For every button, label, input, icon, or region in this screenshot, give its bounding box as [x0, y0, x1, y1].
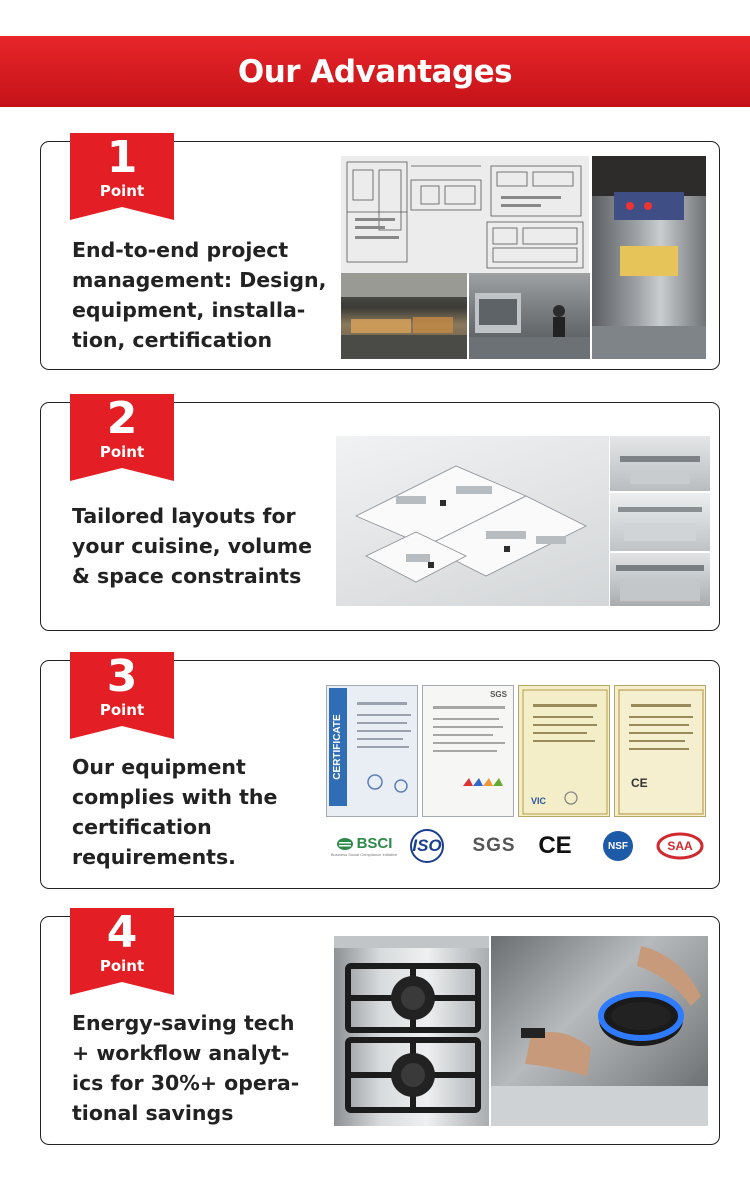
point-badge [70, 394, 174, 481]
bsci-emblem-icon [336, 837, 354, 851]
page-title: Our Advantages [237, 53, 513, 90]
saa-logo [655, 829, 705, 863]
point-description: Tailored layouts for your cuisine, volume & space constraints [72, 504, 313, 588]
vic-doc-mark: VIC [531, 796, 547, 806]
point-description: Energy-saving tech + workflow analyt- ics for 30%+ opera- tional savings [72, 1011, 300, 1125]
kitchen-staff-photo [469, 273, 590, 359]
bsci-tagline: Business Social Compliance Initiative [330, 852, 398, 857]
kitchen-render-view-3 [610, 553, 710, 606]
kitchen-installation-photo [341, 273, 467, 359]
saa-logo-text: SAA [667, 839, 693, 853]
advantage-card-3 [40, 651, 720, 889]
certificate-document-3 [518, 685, 610, 817]
header-banner [0, 36, 750, 107]
point-label: Point [99, 182, 145, 200]
3d-kitchen-layout-render [336, 436, 609, 606]
advantage-card-1 [40, 132, 720, 370]
advantage-card-4 [40, 907, 720, 1145]
point-label: Point [99, 957, 145, 975]
kitchen-render-view-1 [610, 436, 710, 491]
point-badge [70, 908, 174, 995]
certificate-side-text: CERTIFICATE [329, 688, 347, 806]
point-number: 4 [106, 907, 138, 958]
point-number: 2 [106, 393, 138, 444]
fryer-equipment-photo [592, 156, 706, 359]
sgs-logo [469, 829, 519, 863]
sgs-logo-text: SGS [472, 835, 516, 856]
point-number: 1 [106, 132, 138, 183]
sgs-doc-mark: SGS [490, 690, 507, 699]
ce-logo [535, 829, 575, 863]
point-label: Point [99, 701, 145, 719]
iso-logo-text: ISO [412, 836, 442, 855]
iso-logo [405, 829, 449, 863]
certificate-document-2 [422, 685, 514, 817]
nsf-logo [601, 829, 635, 863]
kitchen-render-view-2 [610, 493, 710, 551]
bsci-logo [329, 829, 399, 863]
ce-doc-mark: CE [631, 776, 648, 790]
bsci-logo-text: BSCI [356, 835, 393, 852]
point-badge [70, 133, 174, 220]
kitchen-blueprint-image [341, 156, 589, 274]
certificate-document-1 [326, 685, 418, 817]
point-label: Point [99, 443, 145, 461]
point-description: End-to-end project management: Design, equipment, installa- tion, certification [72, 238, 327, 352]
certificate-document-4 [614, 685, 706, 817]
gas-burner-stove-photo [334, 936, 489, 1126]
advantage-card-2 [40, 393, 720, 631]
ce-logo-text: CE [538, 832, 572, 859]
point-badge [70, 652, 174, 739]
point-description: Our equipment complies with the certification requirements. [72, 755, 278, 869]
nsf-logo-text: NSF [608, 840, 628, 852]
point-number: 3 [106, 651, 138, 702]
burner-installation-photo [491, 936, 708, 1126]
